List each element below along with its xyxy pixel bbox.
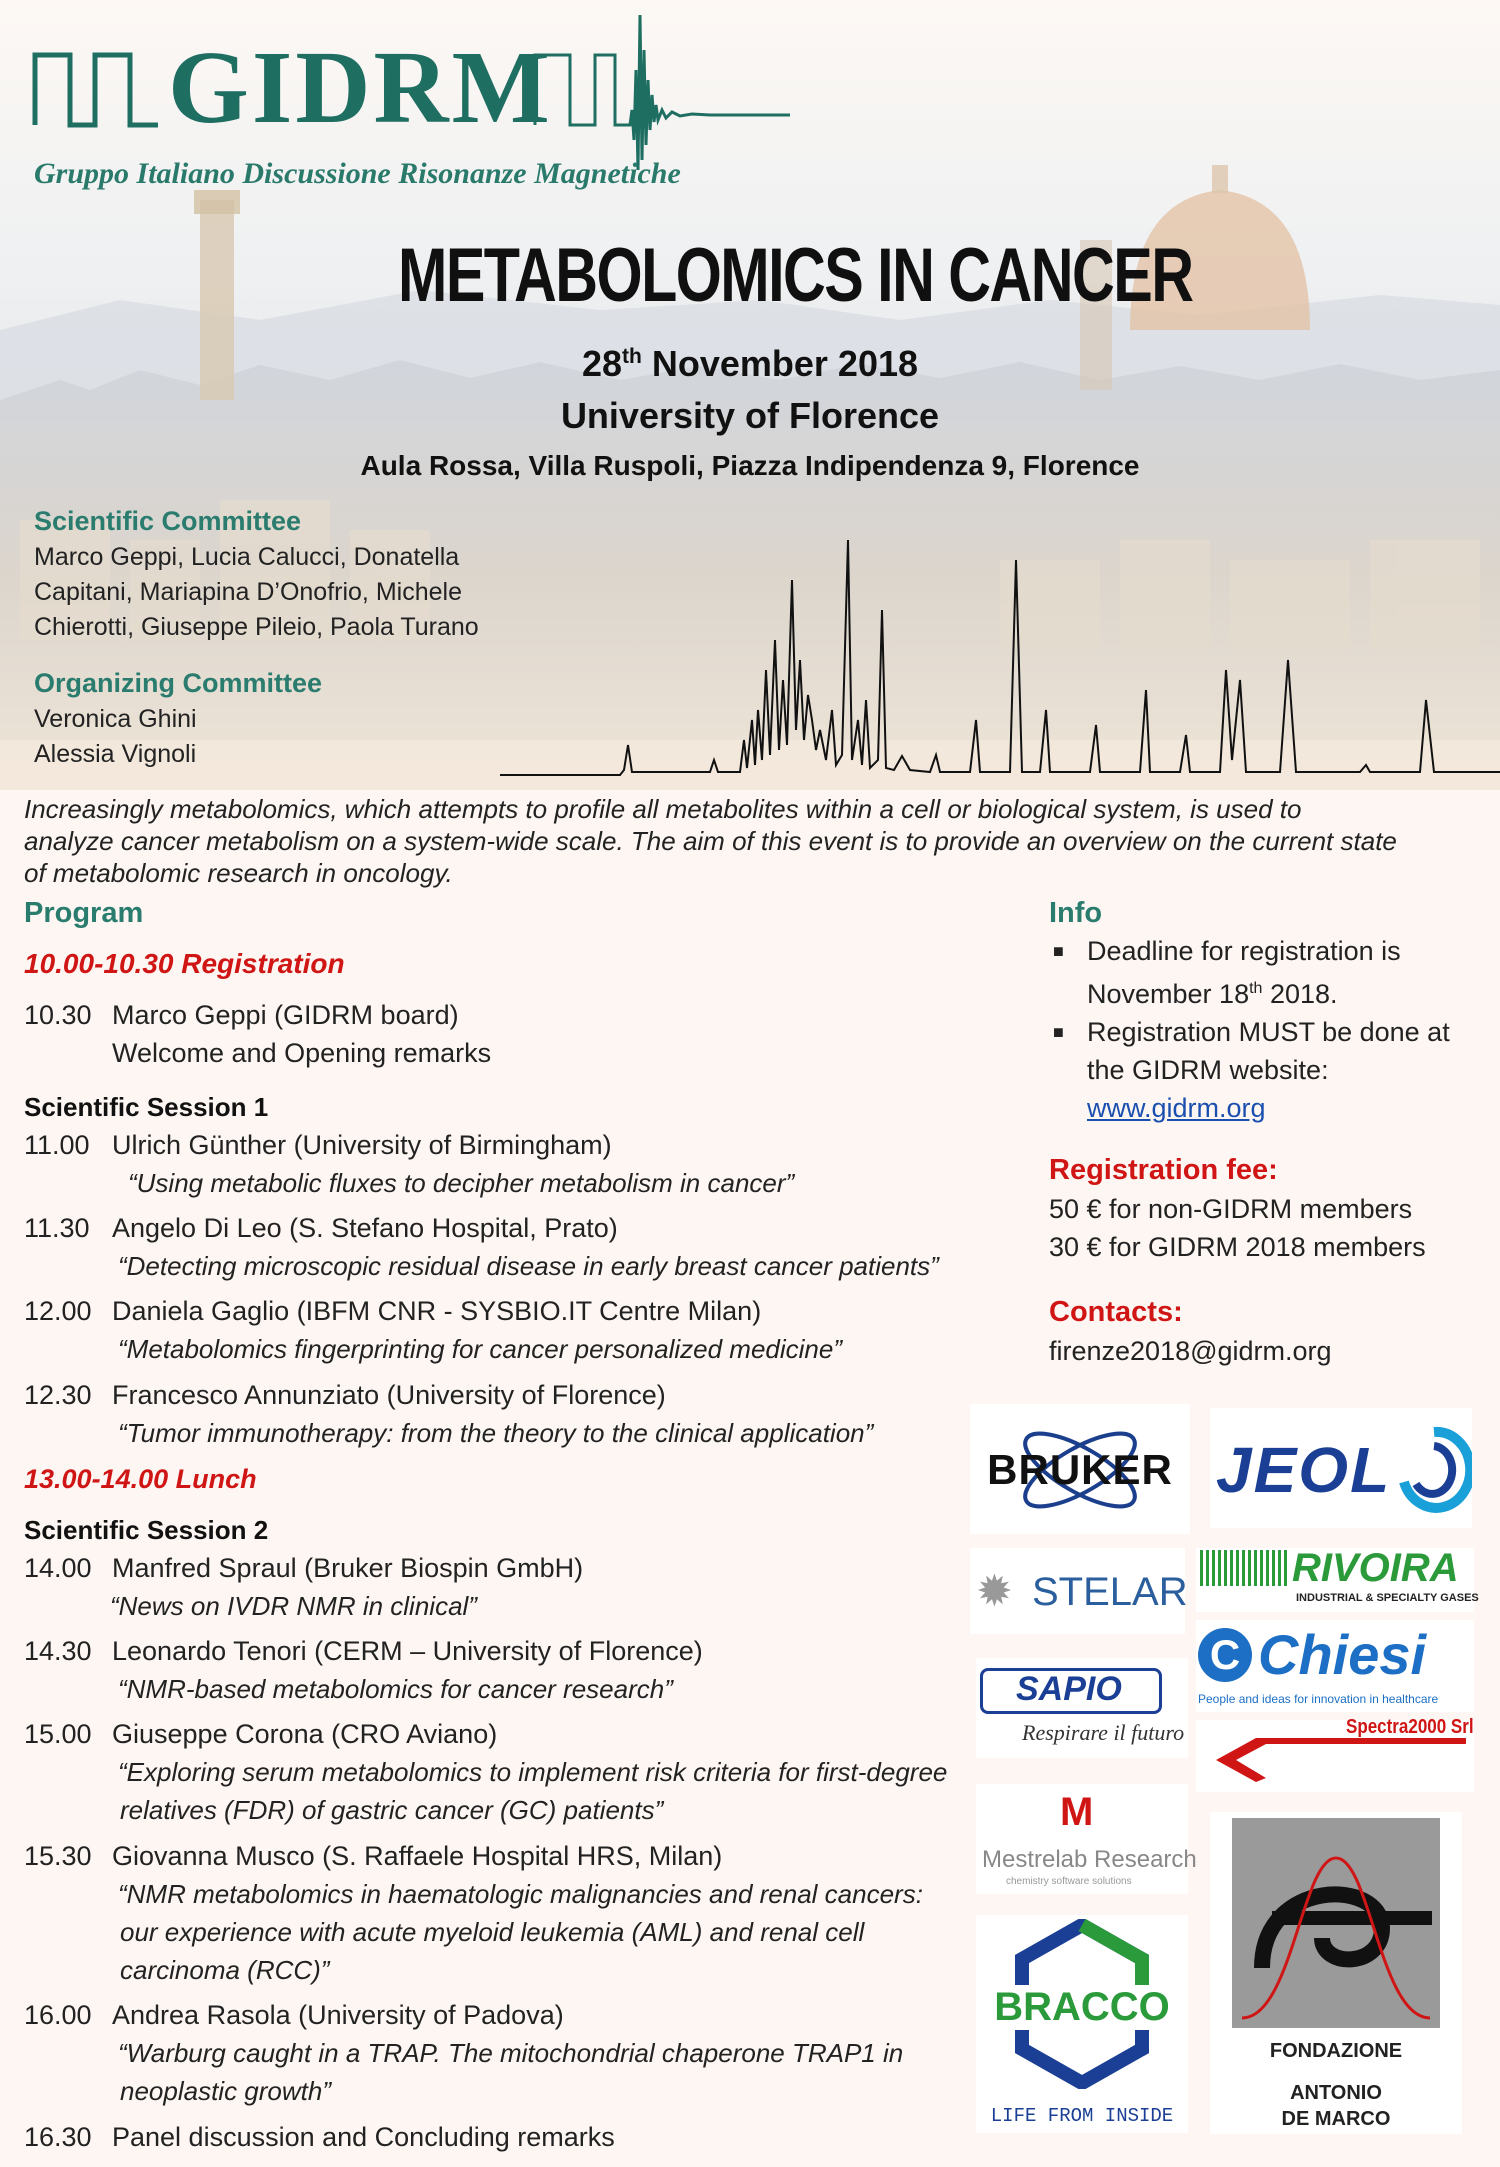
session2-time: 15.30 [24,1841,92,1871]
info-heading: Info [1049,897,1103,929]
session2-talk-cont: our experience with acute myeloid leukemia (AML) and renal cell [120,1917,865,1947]
opening-time: 10.30 [24,1000,92,1030]
session1-talk: “Detecting microscopic residual disease in early breast cancer patients” [118,1251,939,1281]
session1-talk: “Metabolomics fingerprinting for cancer personalized medicine” [118,1334,843,1364]
closing-time: 16.30 [24,2122,92,2152]
session2-talk-cont: neoplastic growth” [120,2076,331,2106]
registration-slot: 10.00-10.30 Registration [24,948,345,979]
session2-time: 15.00 [24,1719,92,1749]
opening-speaker: Marco Geppi (GIDRM board) [112,1000,459,1030]
opening-talk: Welcome and Opening remarks [112,1038,492,1068]
bullet-icon: ■ [1053,1022,1064,1042]
gidrm-logo-subtitle: Gruppo Italiano Discussione Risonanze Magnetiche [34,157,681,190]
nmr-spectrum-graphic [500,520,1500,790]
session1-speaker: Daniela Gaglio (IBFM CNR - SYSBIO.IT Centre Milan) [112,1296,762,1326]
organizing-committee-heading: Organizing Committee [34,668,323,698]
session1-time: 12.00 [24,1296,92,1326]
fondazione-de-marco-logo: FONDAZIONE ANTONIO DE MARCO [1210,1812,1462,2134]
spectra2000-logo: Spectra2000 Srl [1196,1720,1474,1792]
chiesi-logo: C Chiesi People and ideas for innovation in healthcare [1196,1620,1474,1712]
session2-talk: “Warburg caught in a TRAP. The mitochondrial chaperone TRAP1 in [118,2038,904,2068]
bracco-logo: BRACCO LIFE FROM INSIDE [976,1915,1188,2133]
session2-time: 14.00 [24,1553,92,1583]
bruker-logo: BRUKER [970,1404,1190,1534]
contact-email[interactable]: firenze2018@gidrm.org [1049,1336,1332,1366]
closing-item: Panel discussion and Concluding remarks [112,2122,615,2152]
event-title: METABOLOMICS IN CANCER [398,233,1193,318]
session2-speaker: Leonardo Tenori (CERM – University of Florence) [112,1636,703,1666]
session2-time: 14.30 [24,1636,92,1666]
registration-fee-heading: Registration fee: [1049,1154,1278,1186]
session2-talk: “NMR-based metabolomics for cancer research” [118,1674,673,1704]
mestrelab-m-icon: M [1060,1790,1094,1834]
jeol-swirl-icon [1396,1422,1472,1518]
session2-speaker: Giovanna Musco (S. Raffaele Hospital HRS, Milan) [112,1841,723,1871]
info-item-deadline: ■ Deadline for registration is November 18th 2018. [1049,932,1469,1013]
scientific-committee-heading: Scientific Committee [34,506,302,536]
scientific-committee-members: Marco Geppi, Lucia Calucci, Donatella Capitani, Mariapina D’Onofrio, Michele Chierotti, Giuseppe Pileio, Paola Turano [34,543,479,641]
stelar-logo: ✹ STELAR [970,1548,1185,1634]
session2-talk-cont: relatives (FDR) of gastric cancer (GC) patients” [120,1795,664,1825]
sapio-logo: SAPIO Respirare il futuro [976,1658,1188,1758]
contacts-heading: Contacts: [1049,1296,1183,1328]
session2-speaker: Andrea Rasola (University of Padova) [112,2000,564,2030]
mestrelab-logo: M Mestrelab Research chemistry software solutions [976,1784,1188,1894]
spectra-arrow-icon [1196,1730,1466,1790]
website-link[interactable]: www.gidrm.org [1087,1093,1266,1123]
session2-talk: “NMR metabolomics in haematologic malignancies and renal cancers: [118,1879,923,1909]
session1-talk: “Using metabolic fluxes to decipher metabolism in cancer” [128,1168,795,1198]
program-heading: Program [24,897,144,929]
fondazione-emblem-graphic [1232,1818,1440,2028]
session2-talk-cont: carcinoma (RCC)” [120,1955,330,1985]
session1-speaker: Angelo Di Leo (S. Stefano Hospital, Prato) [112,1213,618,1243]
session1-time: 11.30 [24,1213,90,1243]
lunch-slot: 13.00-14.00 Lunch [24,1464,257,1494]
session1-speaker: Ulrich Günther (University of Birmingham) [112,1130,612,1160]
session-1-heading: Scientific Session 1 [24,1092,269,1122]
session2-speaker: Manfred Spraul (Bruker Biospin GmbH) [112,1553,584,1583]
session1-time: 12.30 [24,1380,92,1410]
info-item-registration: ■ Registration MUST be done at the GIDRM website: www.gidrm.org [1049,1013,1469,1127]
rivoira-logo: RIVOIRA INDUSTRIAL & SPECIALTY GASES [1196,1548,1474,1612]
session-2-heading: Scientific Session 2 [24,1515,269,1545]
event-venue: Aula Rossa, Villa Ruspoli, Piazza Indipendenza 9, Florence [360,450,1140,481]
stelar-star-icon: ✹ [976,1567,1013,1616]
registration-fees: 50 € for non-GIDRM members 30 € for GIDRM 2018 members [1049,1194,1426,1262]
session2-talk: “News on IVDR NMR in clinical” [110,1591,477,1621]
rivoira-stripes-icon [1200,1550,1290,1586]
event-date: 28th November 2018 [581,343,919,384]
session2-speaker: Giuseppe Corona (CRO Aviano) [112,1719,498,1749]
event-university: University of Florence [560,395,940,436]
info-list [1049,932,1469,1127]
session1-talk: “Tumor immunotherapy: from the theory to the clinical application” [118,1418,874,1448]
jeol-logo: JEOL [1210,1408,1472,1528]
organizing-committee-members: Veronica Ghini Alessia Vignoli [34,705,197,768]
session2-talk: “Exploring serum metabolomics to implement risk criteria for first-degree [118,1757,948,1787]
intro-paragraph: Increasingly metabolomics, which attempts to profile all metabolites within a cell or biological system, is used to analyze cancer metabolism on a system-wide scale. The aim of this event is to provide an overview on the current state of metabolomic research in oncology. [24,794,1397,888]
chiesi-c-icon: C [1198,1628,1252,1682]
session1-time: 11.00 [24,1130,90,1160]
session2-time: 16.00 [24,2000,92,2030]
gidrm-logo-text: GIDRM [168,30,553,145]
bullet-icon: ■ [1053,941,1064,961]
session1-speaker: Francesco Annunziato (University of Florence) [112,1380,666,1410]
